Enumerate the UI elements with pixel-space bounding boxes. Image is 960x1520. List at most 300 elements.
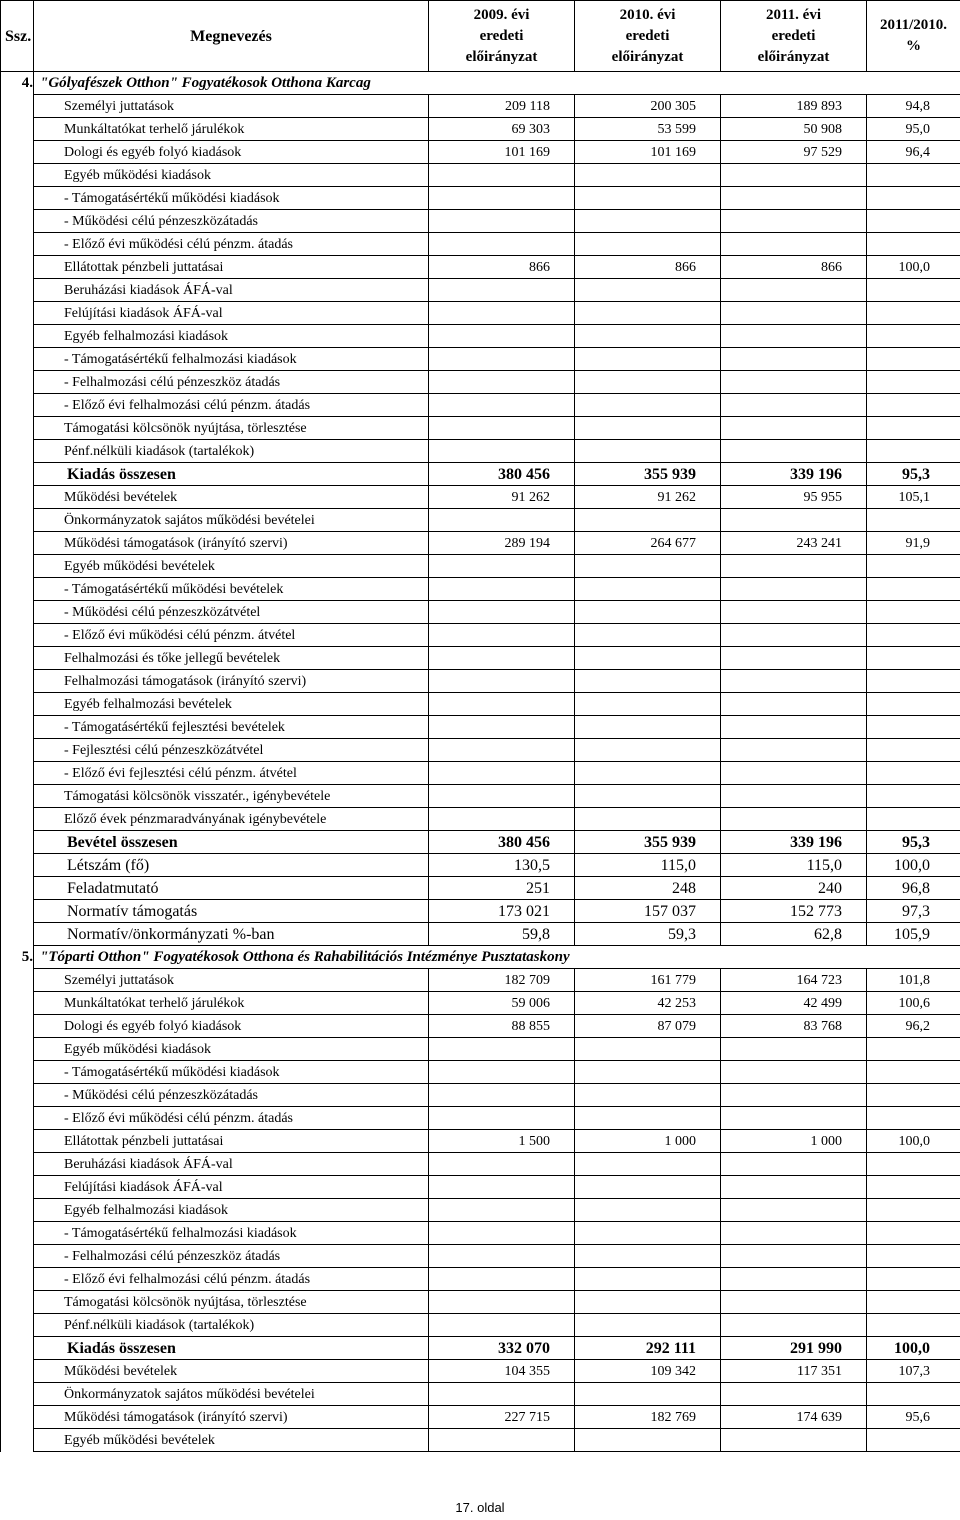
table-row — [1, 1107, 960, 1130]
value-2009 — [429, 670, 575, 693]
row-number-cell — [1, 302, 34, 325]
row-name: Létszám (fő) — [34, 854, 429, 877]
value-2009 — [429, 555, 575, 578]
value-2009: 104 355 — [429, 1360, 575, 1383]
value-2011 — [721, 394, 867, 417]
value-2009 — [429, 164, 575, 187]
value-pct — [867, 210, 960, 233]
table-row — [1, 831, 960, 854]
value-2011 — [721, 1268, 867, 1291]
table-row — [1, 1429, 960, 1452]
row-name: - Támogatásértékű felhalmozási kiadások — [34, 348, 429, 371]
value-2009 — [429, 716, 575, 739]
row-name: Normatív/önkormányzati %-ban — [34, 923, 429, 946]
value-2011 — [721, 1084, 867, 1107]
row-name: Pénf.nélküli kiadások (tartalékok) — [34, 1314, 429, 1337]
value-2010: 182 769 — [575, 1406, 721, 1429]
row-name: - Működési célú pénzeszközátadás — [34, 1084, 429, 1107]
row-number-cell — [1, 1429, 34, 1452]
value-2009 — [429, 1314, 575, 1337]
row-number-cell — [1, 624, 34, 647]
value-2011: 115,0 — [721, 854, 867, 877]
row-name: Ellátottak pénzbeli juttatásai — [34, 256, 429, 279]
value-pct — [867, 394, 960, 417]
value-2010 — [575, 509, 721, 532]
value-pct — [867, 348, 960, 371]
row-number-cell — [1, 601, 34, 624]
row-name: - Előző évi működési célú pénzm. átvétel — [34, 624, 429, 647]
value-2010 — [575, 1314, 721, 1337]
value-2009 — [429, 1199, 575, 1222]
value-2011: 243 241 — [721, 532, 867, 555]
value-pct: 100,0 — [867, 854, 960, 877]
table-row — [1, 1199, 960, 1222]
table-row — [1, 1337, 960, 1360]
value-2011 — [721, 210, 867, 233]
value-pct: 91,9 — [867, 532, 960, 555]
row-name: - Működési célú pénzeszközátvétel — [34, 601, 429, 624]
row-name: Egyéb felhalmozási bevételek — [34, 693, 429, 716]
header-pct-line2: % — [906, 38, 921, 54]
value-2009: 69 303 — [429, 118, 575, 141]
row-number-cell — [1, 992, 34, 1015]
value-2009 — [429, 187, 575, 210]
value-2011 — [721, 716, 867, 739]
row-name: - Fejlesztési célú pénzeszközátvétel — [34, 739, 429, 762]
value-2010 — [575, 739, 721, 762]
value-pct — [867, 325, 960, 348]
value-2010: 91 262 — [575, 486, 721, 509]
value-2010 — [575, 348, 721, 371]
row-number-cell — [1, 1268, 34, 1291]
row-number-cell — [1, 1360, 34, 1383]
header-row — [1, 1, 960, 72]
value-2010: 115,0 — [575, 854, 721, 877]
section-number: 4. — [1, 72, 34, 95]
value-2009 — [429, 348, 575, 371]
row-number-cell — [1, 578, 34, 601]
value-2011: 866 — [721, 256, 867, 279]
value-pct: 96,4 — [867, 141, 960, 164]
value-pct — [867, 371, 960, 394]
table-row — [1, 1245, 960, 1268]
header-2010 — [575, 1, 721, 72]
header-name: Megnevezés — [34, 1, 429, 72]
value-pct — [867, 739, 960, 762]
value-2009 — [429, 808, 575, 831]
row-number-cell — [1, 555, 34, 578]
value-2010 — [575, 647, 721, 670]
value-2011 — [721, 693, 867, 716]
row-number-cell — [1, 1130, 34, 1153]
value-2011 — [721, 1383, 867, 1406]
value-2010: 157 037 — [575, 900, 721, 923]
value-pct — [867, 509, 960, 532]
row-name: Személyi juttatások — [34, 95, 429, 118]
row-name: - Felhalmozási célú pénzeszköz átadás — [34, 1245, 429, 1268]
table-row — [1, 900, 960, 923]
header-pct-line1: 2011/2010. — [879, 17, 948, 33]
value-2010 — [575, 578, 721, 601]
row-number-cell — [1, 831, 34, 854]
value-pct — [867, 1107, 960, 1130]
value-pct — [867, 1176, 960, 1199]
value-pct — [867, 233, 960, 256]
header-2011 — [721, 1, 867, 72]
row-name: Személyi juttatások — [34, 969, 429, 992]
value-2010: 101 169 — [575, 141, 721, 164]
row-number-cell — [1, 1038, 34, 1061]
value-pct — [867, 417, 960, 440]
row-number-cell — [1, 1084, 34, 1107]
value-2009: 866 — [429, 256, 575, 279]
value-pct: 101,8 — [867, 969, 960, 992]
value-pct: 105,9 — [867, 923, 960, 946]
value-2009: 88 855 — [429, 1015, 575, 1038]
row-name: Munkáltatókat terhelő járulékok — [34, 118, 429, 141]
value-2011 — [721, 1291, 867, 1314]
value-2011 — [721, 348, 867, 371]
value-pct — [867, 440, 960, 463]
row-number-cell — [1, 233, 34, 256]
section-title: "Gólyafészek Otthon" Fogyatékosok Otthona Karcag — [34, 72, 960, 95]
value-2010 — [575, 1176, 721, 1199]
value-2010 — [575, 1222, 721, 1245]
row-number-cell — [1, 716, 34, 739]
row-name: Támogatási kölcsönök nyújtása, törlesztése — [34, 417, 429, 440]
value-2011: 117 351 — [721, 1360, 867, 1383]
value-2010 — [575, 670, 721, 693]
value-2010: 109 342 — [575, 1360, 721, 1383]
value-2010 — [575, 1084, 721, 1107]
table-row — [1, 256, 960, 279]
value-pct: 94,8 — [867, 95, 960, 118]
value-2009: 332 070 — [429, 1337, 575, 1360]
row-name: Egyéb működési bevételek — [34, 555, 429, 578]
row-name: Működési bevételek — [34, 486, 429, 509]
value-2010 — [575, 279, 721, 302]
table-row — [1, 1360, 960, 1383]
table-row — [1, 969, 960, 992]
table-row — [1, 785, 960, 808]
value-2009 — [429, 739, 575, 762]
table-row — [1, 1222, 960, 1245]
header-pct — [867, 1, 960, 72]
value-2010: 292 111 — [575, 1337, 721, 1360]
row-name: Felújítási kiadások ÁFÁ-val — [34, 1176, 429, 1199]
value-2010 — [575, 716, 721, 739]
value-2011 — [721, 1429, 867, 1452]
table-row — [1, 233, 960, 256]
row-name: - Előző évi felhalmozási célú pénzm. átadás — [34, 394, 429, 417]
row-name: - Támogatásértékű felhalmozási kiadások — [34, 1222, 429, 1245]
row-name: - Támogatásértékű működési bevételek — [34, 578, 429, 601]
value-2009 — [429, 762, 575, 785]
value-2010 — [575, 1038, 721, 1061]
row-number-cell — [1, 900, 34, 923]
row-name: Ellátottak pénzbeli juttatásai — [34, 1130, 429, 1153]
value-2011 — [721, 371, 867, 394]
row-number-cell — [1, 739, 34, 762]
value-pct: 97,3 — [867, 900, 960, 923]
table-row — [1, 647, 960, 670]
value-2009 — [429, 1429, 575, 1452]
row-number-cell — [1, 877, 34, 900]
header-2009-line1: 2009. évi — [473, 6, 530, 23]
value-pct — [867, 1314, 960, 1337]
row-number-cell — [1, 187, 34, 210]
value-2010 — [575, 164, 721, 187]
row-name: Önkormányzatok sajátos működési bevételei — [34, 509, 429, 532]
table-row — [1, 854, 960, 877]
value-2011: 95 955 — [721, 486, 867, 509]
value-2009 — [429, 1153, 575, 1176]
value-pct — [867, 762, 960, 785]
row-number-cell — [1, 762, 34, 785]
value-2009 — [429, 440, 575, 463]
value-pct — [867, 624, 960, 647]
value-2011: 339 196 — [721, 831, 867, 854]
table-row — [1, 1038, 960, 1061]
value-2010 — [575, 1153, 721, 1176]
value-pct — [867, 1199, 960, 1222]
value-2011: 240 — [721, 877, 867, 900]
row-number-cell — [1, 1015, 34, 1038]
value-2010 — [575, 1291, 721, 1314]
value-2011 — [721, 233, 867, 256]
value-pct — [867, 302, 960, 325]
table-row — [1, 302, 960, 325]
table-row — [1, 95, 960, 118]
value-2009 — [429, 601, 575, 624]
value-pct — [867, 1084, 960, 1107]
row-name: Felújítási kiadások ÁFÁ-val — [34, 302, 429, 325]
value-2010 — [575, 371, 721, 394]
row-number-cell — [1, 1314, 34, 1337]
value-2011 — [721, 1176, 867, 1199]
value-2010: 264 677 — [575, 532, 721, 555]
value-2011: 164 723 — [721, 969, 867, 992]
value-2011 — [721, 279, 867, 302]
row-number-cell — [1, 969, 34, 992]
value-2010 — [575, 601, 721, 624]
value-2009 — [429, 647, 575, 670]
value-2010: 248 — [575, 877, 721, 900]
value-2010 — [575, 1107, 721, 1130]
value-2010: 42 253 — [575, 992, 721, 1015]
header-2011-line1: 2011. évi — [766, 6, 821, 23]
header-2010-line1: 2010. évi — [619, 6, 676, 23]
value-2009 — [429, 1038, 575, 1061]
row-name: Kiadás összesen — [34, 463, 429, 486]
table-row — [1, 1314, 960, 1337]
value-2011 — [721, 164, 867, 187]
row-number-cell — [1, 486, 34, 509]
value-pct — [867, 1383, 960, 1406]
value-2010: 161 779 — [575, 969, 721, 992]
row-number-cell — [1, 279, 34, 302]
value-pct — [867, 1038, 960, 1061]
value-pct: 95,3 — [867, 831, 960, 854]
value-pct: 100,0 — [867, 1130, 960, 1153]
row-name: Dologi és egyéb folyó kiadások — [34, 141, 429, 164]
value-pct: 95,3 — [867, 463, 960, 486]
row-number-cell — [1, 394, 34, 417]
row-number-cell — [1, 1337, 34, 1360]
value-2010 — [575, 1199, 721, 1222]
value-pct — [867, 670, 960, 693]
row-number-cell — [1, 463, 34, 486]
section-header — [1, 946, 960, 969]
value-2011: 152 773 — [721, 900, 867, 923]
row-number-cell — [1, 1383, 34, 1406]
value-2009: 251 — [429, 877, 575, 900]
row-name: Munkáltatókat terhelő járulékok — [34, 992, 429, 1015]
row-number-cell — [1, 417, 34, 440]
section-title: "Tóparti Otthon" Fogyatékosok Otthona és Rahabilitációs Intézménye Pusztataskony — [34, 946, 960, 969]
row-name: - Előző évi fejlesztési célú pénzm. átvétel — [34, 762, 429, 785]
value-2011: 42 499 — [721, 992, 867, 1015]
value-2009 — [429, 233, 575, 256]
value-pct: 107,3 — [867, 1360, 960, 1383]
value-pct: 95,6 — [867, 1406, 960, 1429]
value-2009 — [429, 1245, 575, 1268]
table-row — [1, 348, 960, 371]
value-2011 — [721, 1222, 867, 1245]
value-2011 — [721, 647, 867, 670]
row-name: Működési támogatások (irányító szervi) — [34, 1406, 429, 1429]
row-number-cell — [1, 693, 34, 716]
table-row — [1, 693, 960, 716]
value-2009 — [429, 394, 575, 417]
value-2009: 209 118 — [429, 95, 575, 118]
value-2011 — [721, 1107, 867, 1130]
value-2011 — [721, 187, 867, 210]
table-row — [1, 187, 960, 210]
value-pct — [867, 164, 960, 187]
row-name: Önkormányzatok sajátos működési bevételei — [34, 1383, 429, 1406]
row-name: - Előző évi működési célú pénzm. átadás — [34, 233, 429, 256]
row-name: - Előző évi felhalmozási célú pénzm. átadás — [34, 1268, 429, 1291]
table-row — [1, 578, 960, 601]
value-2011 — [721, 601, 867, 624]
value-2011 — [721, 302, 867, 325]
value-2009: 59,8 — [429, 923, 575, 946]
row-number-cell — [1, 923, 34, 946]
value-2010: 355 939 — [575, 463, 721, 486]
value-2009: 380 456 — [429, 831, 575, 854]
value-2011 — [721, 417, 867, 440]
value-2010: 355 939 — [575, 831, 721, 854]
value-2010 — [575, 187, 721, 210]
value-2011: 339 196 — [721, 463, 867, 486]
value-2009 — [429, 785, 575, 808]
table-row — [1, 509, 960, 532]
row-name: Kiadás összesen — [34, 1337, 429, 1360]
value-pct: 96,8 — [867, 877, 960, 900]
value-2009: 91 262 — [429, 486, 575, 509]
table-row — [1, 1176, 960, 1199]
value-2010 — [575, 555, 721, 578]
value-2009: 227 715 — [429, 1406, 575, 1429]
value-pct — [867, 1061, 960, 1084]
row-number-cell — [1, 1245, 34, 1268]
row-name: Egyéb működési kiadások — [34, 1038, 429, 1061]
row-name: Működési bevételek — [34, 1360, 429, 1383]
value-2011: 291 990 — [721, 1337, 867, 1360]
value-2009 — [429, 1383, 575, 1406]
row-name: Feladatmutató — [34, 877, 429, 900]
value-pct — [867, 279, 960, 302]
row-number-cell — [1, 1199, 34, 1222]
row-name: - Működési célú pénzeszközátadás — [34, 210, 429, 233]
row-name: Egyéb működési bevételek — [34, 1429, 429, 1452]
row-number-cell — [1, 647, 34, 670]
row-name: Bevétel összesen — [34, 831, 429, 854]
value-2009: 130,5 — [429, 854, 575, 877]
row-number-cell — [1, 509, 34, 532]
row-name: Támogatási kölcsönök nyújtása, törlesztése — [34, 1291, 429, 1314]
value-2011 — [721, 808, 867, 831]
value-2010: 1 000 — [575, 1130, 721, 1153]
value-2011 — [721, 440, 867, 463]
row-number-cell — [1, 256, 34, 279]
table-row — [1, 670, 960, 693]
value-pct — [867, 187, 960, 210]
value-2010: 53 599 — [575, 118, 721, 141]
table-row — [1, 624, 960, 647]
header-2009 — [429, 1, 575, 72]
value-2010 — [575, 1245, 721, 1268]
value-2010 — [575, 808, 721, 831]
table-row — [1, 992, 960, 1015]
value-2009 — [429, 371, 575, 394]
value-2011: 97 529 — [721, 141, 867, 164]
value-2011 — [721, 1038, 867, 1061]
row-name: - Előző évi működési célú pénzm. átadás — [34, 1107, 429, 1130]
value-2010 — [575, 693, 721, 716]
row-number-cell — [1, 325, 34, 348]
value-2010: 200 305 — [575, 95, 721, 118]
value-2011 — [721, 1061, 867, 1084]
row-name: Pénf.nélküli kiadások (tartalékok) — [34, 440, 429, 463]
value-2011 — [721, 509, 867, 532]
value-2009: 173 021 — [429, 900, 575, 923]
value-2011 — [721, 325, 867, 348]
row-number-cell — [1, 371, 34, 394]
value-pct — [867, 1245, 960, 1268]
value-2011: 189 893 — [721, 95, 867, 118]
table-row — [1, 1406, 960, 1429]
value-2011: 50 908 — [721, 118, 867, 141]
table-row — [1, 532, 960, 555]
value-2009: 1 500 — [429, 1130, 575, 1153]
section-header — [1, 72, 960, 95]
value-2009: 59 006 — [429, 992, 575, 1015]
value-2011 — [721, 578, 867, 601]
value-2009 — [429, 302, 575, 325]
table-row — [1, 210, 960, 233]
value-2009 — [429, 1291, 575, 1314]
value-2010 — [575, 325, 721, 348]
table-row — [1, 601, 960, 624]
row-name: Működési támogatások (irányító szervi) — [34, 532, 429, 555]
value-2010 — [575, 210, 721, 233]
row-number-cell — [1, 440, 34, 463]
row-name: - Támogatásértékű működési kiadások — [34, 187, 429, 210]
value-2011 — [721, 739, 867, 762]
value-pct — [867, 785, 960, 808]
